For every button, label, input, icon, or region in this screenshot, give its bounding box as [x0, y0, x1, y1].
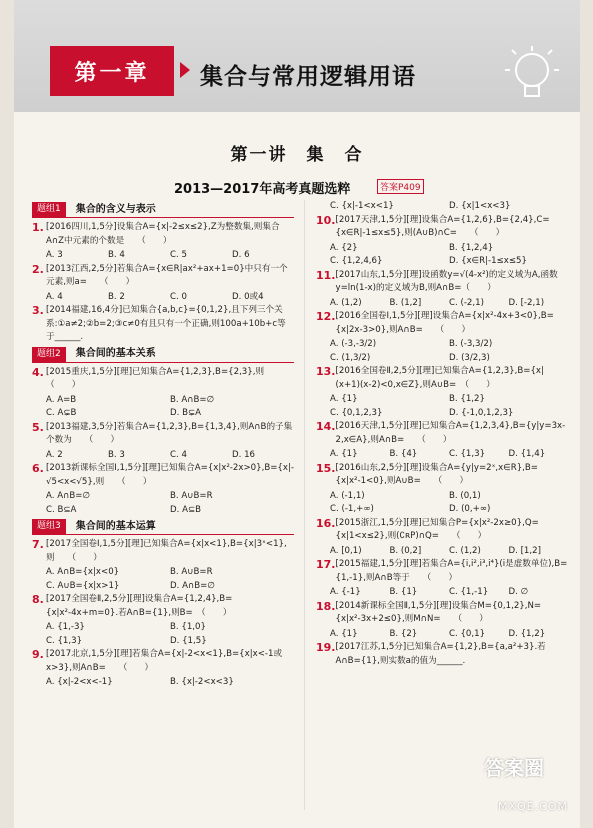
question-9: 9. [2017北京,1,5分][理]若集合A={x|-2<x<1},B={x|x<-1或x>3},则A∩B= （ ） [32, 648, 283, 673]
options-14: A. {1} B. {4} C. {1,3} D. {1,4} [330, 449, 546, 459]
question-19: 19. [2017江苏,1,5分]已知集合A={1,2},B={a,a²+3}.若A∩B={1},则实数a的值为______. [316, 641, 546, 666]
question-8: 8. [2017全国卷Ⅱ,2,5分][理]设集合A={1,2,4},B={x|x²-4x+m=0}.若A∩B={1},则B= （ ） [32, 593, 233, 618]
question-5: 5. [2013福建,3,5分]若集合A={1,2,3},B={1,3,4},则A∩B的子集个数为 （ ） [32, 420, 293, 445]
chapter-label: 第一章 [50, 46, 174, 96]
question-6: 6. [2013新课标全国Ⅰ,1,5分][理]已知集合A={x|x²-2x>0},B={x|-√5<x<√5},则 （ ） [32, 462, 294, 487]
question-11: 11. [2017山东,1,5分][理]设函数y=√(4-x²)的定义域为A,函数y=ln(1-x)的定义域为B,则A∩B=（ ） [316, 268, 558, 293]
options-17: A. {-1} B. {1} C. {1,-1} D. ∅ [330, 587, 529, 597]
group-name: 集合的含义与表示 [75, 203, 156, 215]
options-4: A. A=B B. A∩B=∅ C. A⊊B D. B⊊A [46, 394, 215, 418]
group-tag: 题组1 [32, 202, 66, 217]
arrow-icon [180, 62, 190, 78]
options-9-continued: C. {x|-1<x<1} D. {x|1<x<3} [330, 201, 511, 211]
section-subtitle: 2013—2017年高考真题选粹 [174, 182, 351, 197]
group-tag: 题组2 [32, 347, 66, 362]
question-3: 3. [2014福建,16,4分]已知集合{a,b,c}={0,1,2},且下列三个关系:①a≠2;②b=2;③c≠0有且只有一个正确,则100a+10b+c等于______. [32, 304, 286, 342]
question-13: 13. [2016全国卷Ⅱ,2,5分][理]已知集合A={1,2,3},B={x|(x+1)(x-2)<0,x∈Z},则A∪B= （ ） [316, 365, 544, 390]
question-2: 2. [2013江西,2,5分]若集合A={x∈R|ax²+ax+1=0}中只有一个元素,则a= （ ） [32, 262, 288, 287]
book-page [14, 0, 580, 828]
question-10: 10. [2017天津,1,5分][理]设集合A={1,2,6},B={2,4},C={x∈R|-1≤x≤5},则(A∪B)∩C= （ ） [316, 213, 550, 238]
question-12: 12. [2016全国卷Ⅰ,1,5分][理]设集合A={x|x²-4x+3<0},B={x|2x-3>0},则A∩B= （ ） [316, 310, 554, 335]
group-tag: 题组3 [32, 519, 66, 534]
options-5: A. 2 B. 3 C. 4 D. 16 [46, 449, 256, 460]
options-1: A. 3 B. 4 C. 5 D. 6 [46, 250, 250, 260]
options-8: A. {1,-3} B. {1,0} C. {1,3} D. {1,5} [46, 622, 207, 646]
question-1: 1. [2016四川,1,5分]设集合A={x|-2≤x≤2},Z为整数集,则集合A∩Z中元素的个数是 （ ） [32, 221, 280, 246]
options-12: A. (-3,-3/2) B. (-3,3/2) C. (1,3/2) D. (3/2,3) [330, 339, 493, 363]
watermark-url: MXQE.COM [498, 800, 568, 813]
question-15: 15. [2016山东,2,5分][理]设集合A={y|y=2ˣ,x∈R},B={x|x²-1<0},则A∪B= （ ） [316, 461, 539, 486]
options-2: A. 4 B. 2 C. 0 D. 0或4 [46, 291, 264, 302]
group-name: 集合间的基本运算 [75, 520, 156, 532]
options-9: A. {x|-2<x<-1} B. {x|-2<x<3} [46, 677, 234, 687]
right-column [316, 200, 568, 669]
question-14: 14. [2016天津,1,5分][理]已知集合A={1,2,3,4},B={y|y=3x-2,x∈A},则A∩B= （ ） [316, 420, 566, 445]
options-7: A. A∩B={x|x<0} B. A∪B=R C. A∪B={x|x>1} D. A∩B=∅ [46, 567, 215, 591]
options-10: A. {2} B. {1,2,4} C. {1,2,4,6} D. {x∈R|-1≤x≤5} [330, 242, 527, 266]
chapter-header [14, 0, 580, 112]
options-16: A. [0,1) B. (0,2] C. (1,2) D. [1,2] [330, 545, 541, 556]
watermark-logo: 答案圈 [484, 756, 544, 780]
options-13: A. {1} B. {1,2} C. {0,1,2,3} D. {-1,0,1,2,3} [330, 394, 514, 418]
chapter-title: 集合与常用逻辑用语 [200, 64, 416, 90]
question-7: 7. [2017全国卷Ⅰ,1,5分][理]已知集合A={x|x<1},B={x|3ˣ<1},则 （ ） [32, 538, 287, 563]
answer-ref-badge: 答案P409 [377, 179, 424, 194]
left-column [32, 200, 294, 690]
question-18: 18. [2014新课标全国Ⅱ,1,5分][理]设集合M={0,1,2},N={x|x²-3x+2≤0},则M∩N= （ ） [316, 599, 542, 624]
question-16: 16. [2015浙江,1,5分][理]已知集合P={x|x²-2x≥0},Q={x|1<x≤2},则(∁ʀP)∩Q= （ ） [316, 516, 539, 541]
options-11: A. (1,2) B. (1,2] C. (-2,1) D. [-2,1) [330, 297, 545, 308]
options-6: A. A∩B=∅ B. A∪B=R C. B⊆A D. A⊆B [46, 491, 213, 515]
lecture-title: 第一讲 集 合 [230, 145, 364, 165]
options-15: A. (-1,1) B. (0,1) C. (-1,+∞) D. (0,+∞) [330, 490, 491, 514]
question-4: 4. [2015重庆,1,5分][理]已知集合A={1,2,3},B={2,3},则 （ ） [32, 365, 282, 390]
question-17: 17. [2015福建,1,5分][理]若集合A={i,i²,i³,i⁴}(i是虚数单位),B={1,-1},则A∩B等于 （ ） [316, 558, 568, 583]
group-header [32, 519, 294, 535]
lightbulb-icon [500, 44, 564, 108]
group-name: 集合间的基本关系 [75, 348, 156, 360]
options-18: A. {1} B. {2} C. {0,1} D. {1,2} [330, 628, 546, 639]
group-header [32, 202, 294, 218]
column-divider [304, 200, 305, 810]
group-header [32, 347, 294, 363]
